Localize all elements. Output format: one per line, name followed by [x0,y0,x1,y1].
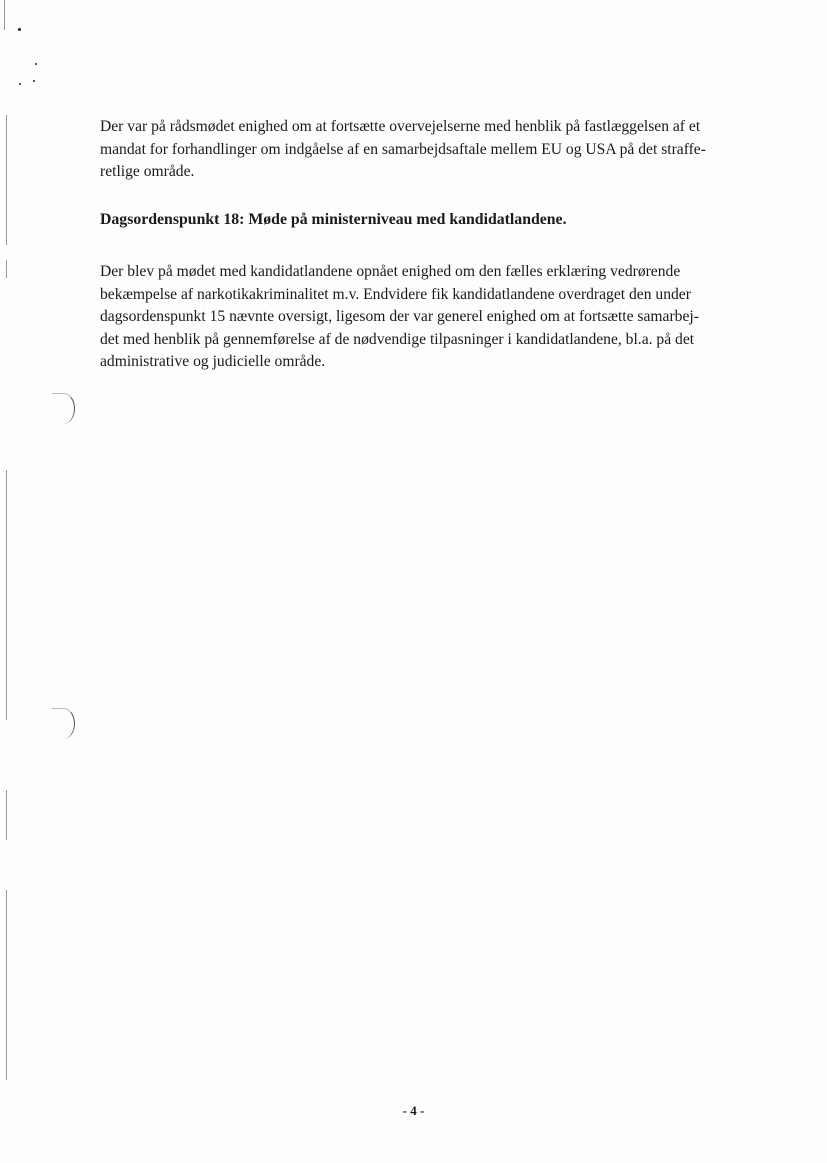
paragraph-line: dagsordenspunkt 15 nævnte oversigt, ligesom der var generel enighed om at fortsætte samarbej- [100,308,699,325]
paragraph-kandidatlandene [100,261,760,374]
scan-edge-line [6,790,7,840]
scan-speck [33,80,35,82]
paragraph-line: mandat for forhandlinger om indgåelse af en samarbejdsaftale mellem EU og USA på det straffe- [100,140,706,158]
paragraph-line: retlige område. [100,163,195,180]
scan-edge-line [6,115,7,245]
scan-edge-line [4,0,5,30]
paragraph-line: administrative og judicielle område. [100,353,326,370]
scan-edge-line [6,260,7,278]
paragraph-line: bekæmpelse af narkotikakriminalitet m.v. Endvidere fik kandidatlandene overdraget den under [100,285,691,303]
scan-speck [19,83,21,85]
scan-edge-line [6,890,7,1080]
page-number: - 4 - [402,1103,425,1118]
paragraph-rådsmødet [100,116,760,184]
punch-hole-mark [52,393,75,424]
scan-speck [18,28,21,31]
paragraph-line: Der blev på mødet med kandidatlandene opnået enighed om den fælles erklæring vedrørende [100,263,681,280]
punch-hole-mark [52,708,75,739]
paragraph-line: Der var på rådsmødet enighed om at fortsætte overvejelserne med henblik på fastlæggelsen af et [100,118,701,135]
scan-speck [35,63,37,65]
scan-edge-line [6,470,7,720]
section-heading: Dagsordenspunkt 18: Møde på ministerniveau med kandidatlandene. [100,211,567,228]
paragraph-line: det med henblik på gennemførelse af de nødvendige tilpasninger i kandidatlandene, bl.a. på det [100,330,695,348]
